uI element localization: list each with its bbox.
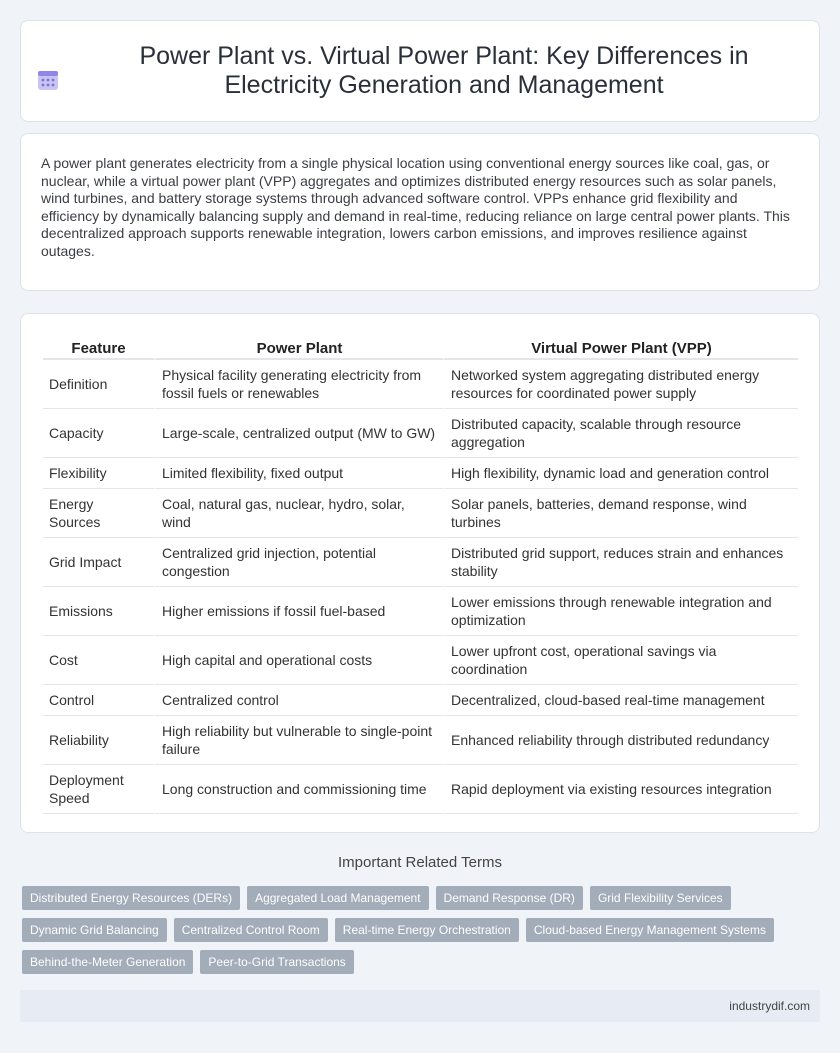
table-row	[43, 587, 798, 636]
related-term-tag[interactable]: Real-time Energy Orchestration	[335, 918, 519, 942]
table-cell: High flexibility, dynamic load and generation control	[443, 458, 798, 489]
table-cell: Physical facility generating electricity from fossil fuels or renewables	[154, 360, 443, 409]
table-row	[43, 685, 798, 716]
related-term-tag[interactable]: Aggregated Load Management	[247, 886, 428, 910]
related-term-tag[interactable]: Peer-to-Grid Transactions	[200, 950, 353, 974]
table-cell: Capacity	[43, 409, 154, 458]
table-row	[43, 360, 798, 409]
table-cell: Networked system aggregating distributed energy resources for coordinated power supply	[443, 360, 798, 409]
table-cell: Distributed grid support, reduces strain and enhances stability	[443, 538, 798, 587]
table-cell: Centralized control	[154, 685, 443, 716]
header-power-plant: Power Plant	[154, 330, 443, 360]
related-term-tag[interactable]: Cloud-based Energy Management Systems	[526, 918, 774, 942]
related-term-tag[interactable]: Dynamic Grid Balancing	[22, 918, 167, 942]
table-cell: Reliability	[43, 716, 154, 765]
table-header-row	[43, 330, 798, 360]
table-row	[43, 409, 798, 458]
table-cell: Rapid deployment via existing resources integration	[443, 765, 798, 814]
table-cell: Lower emissions through renewable integration and optimization	[443, 587, 798, 636]
table-cell: Deployment Speed	[43, 765, 154, 814]
related-terms-tags	[22, 886, 818, 982]
footer	[20, 990, 820, 1022]
comparison-table-card	[20, 313, 820, 833]
table-row	[43, 636, 798, 685]
table-cell: Limited flexibility, fixed output	[154, 458, 443, 489]
table-cell: Definition	[43, 360, 154, 409]
table-cell: Solar panels, batteries, demand response, wind turbines	[443, 489, 798, 538]
title-card	[20, 20, 820, 122]
table-row	[43, 765, 798, 814]
table-cell: Energy Sources	[43, 489, 154, 538]
table-row	[43, 716, 798, 765]
table-cell: Coal, natural gas, nuclear, hydro, solar, wind	[154, 489, 443, 538]
related-term-tag[interactable]: Behind-the-Meter Generation	[22, 950, 193, 974]
table-cell: Large-scale, centralized output (MW to GW)	[154, 409, 443, 458]
page-title: Power Plant vs. Virtual Power Plant: Key Differences in Electricity Generation and Management	[139, 42, 749, 99]
table-row	[43, 489, 798, 538]
table-cell: Flexibility	[43, 458, 154, 489]
table-cell: Emissions	[43, 587, 154, 636]
table-cell: Distributed capacity, scalable through resource aggregation	[443, 409, 798, 458]
table-cell: Long construction and commissioning time	[154, 765, 443, 814]
table-cell: Control	[43, 685, 154, 716]
comparison-table	[43, 330, 798, 814]
table-cell: Grid Impact	[43, 538, 154, 587]
intro-paragraph: A power plant generates electricity from a single physical location using conventional energy sources like coal, gas, or nuclear, while a virtual power plant (VPP) aggregates and optimizes distributed energy resources such as solar panels, wind turbines, and battery storage systems through advanced software control. VPPs enhance grid flexibility and efficiency by dynamically balancing supply and demand in real-time, reducing reliance on large central power plants. This decentralized approach supports renewable integration, lowers carbon emissions, and improves resilience against outages.	[41, 155, 790, 259]
related-term-tag[interactable]: Centralized Control Room	[174, 918, 328, 942]
related-terms-title: Important Related Terms	[338, 854, 502, 871]
calendar-grid-icon	[36, 68, 60, 92]
table-cell: High reliability but vulnerable to single-point failure	[154, 716, 443, 765]
footer-site-link[interactable]: industrydif.com	[729, 999, 810, 1013]
table-cell: Enhanced reliability through distributed redundancy	[443, 716, 798, 765]
related-term-tag[interactable]: Distributed Energy Resources (DERs)	[22, 886, 240, 910]
table-cell: High capital and operational costs	[154, 636, 443, 685]
related-term-tag[interactable]: Grid Flexibility Services	[590, 886, 731, 910]
table-cell: Higher emissions if fossil fuel-based	[154, 587, 443, 636]
header-feature: Feature	[43, 330, 154, 360]
table-row	[43, 538, 798, 587]
table-row	[43, 458, 798, 489]
table-cell: Centralized grid injection, potential congestion	[154, 538, 443, 587]
related-term-tag[interactable]: Demand Response (DR)	[436, 886, 583, 910]
table-cell: Lower upfront cost, operational savings via coordination	[443, 636, 798, 685]
table-cell: Cost	[43, 636, 154, 685]
table-cell: Decentralized, cloud-based real-time management	[443, 685, 798, 716]
header-vpp: Virtual Power Plant (VPP)	[443, 330, 798, 360]
intro-card	[20, 133, 820, 291]
